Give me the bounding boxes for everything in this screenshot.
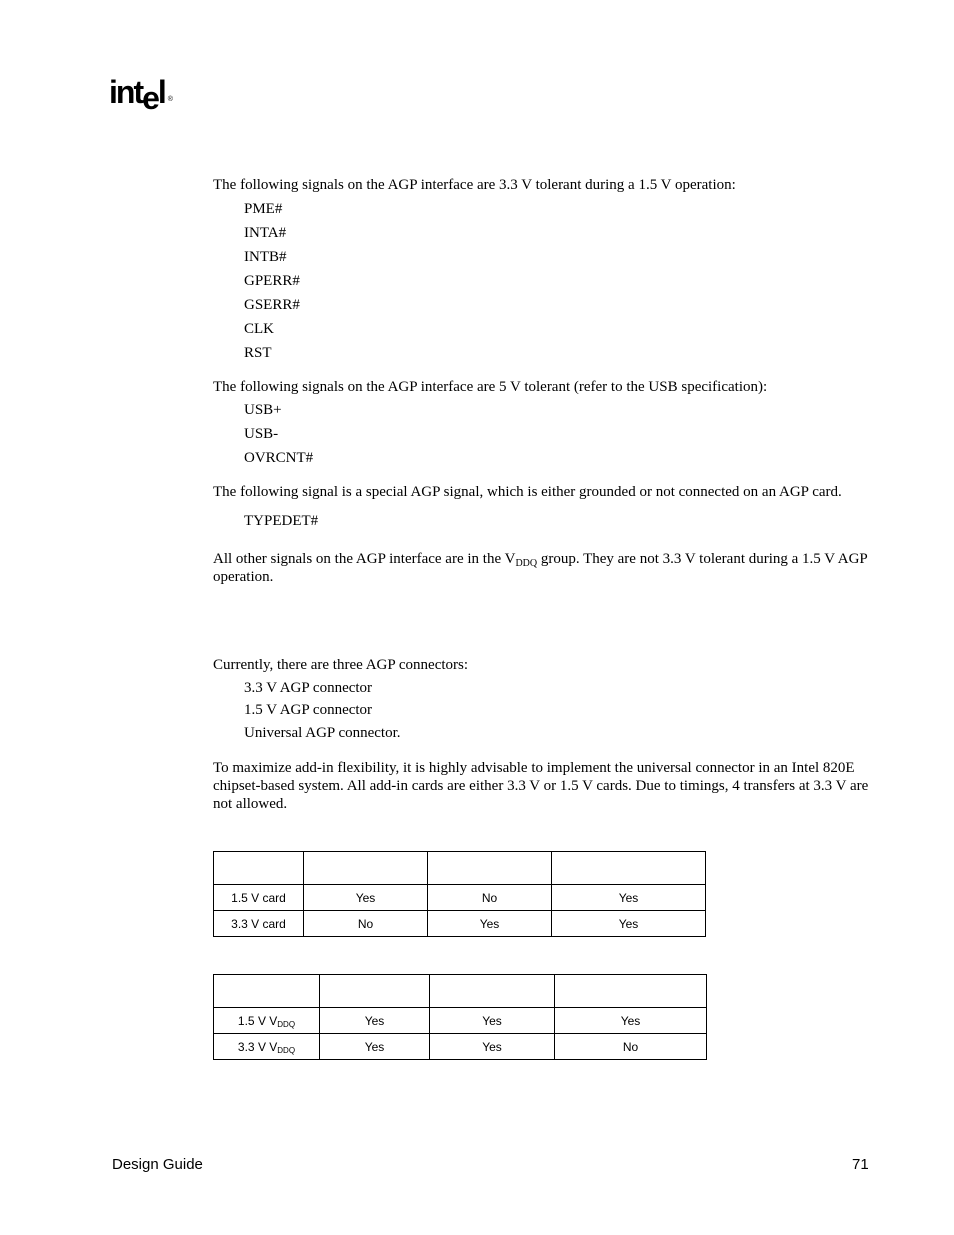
para-connectors: Currently, there are three AGP connectors: — [213, 657, 469, 673]
para-flexibility: To maximize add-in flexibility, it is highly advisable to implement the universal connector in an Intel 820E chipset-based system. All add-in cards are either 3.3 V or 1.5 V cards. Due to timings, 4 transfers at 3.3 V are not allowed. — [213, 760, 869, 812]
table-cell — [552, 852, 706, 885]
table-row — [214, 911, 706, 937]
table-row — [214, 1034, 707, 1060]
table-cell: Yes — [428, 911, 552, 937]
list-item: TYPEDET# — [244, 513, 319, 529]
table-cell: Yes — [320, 1008, 430, 1034]
list-item: RST — [244, 345, 272, 361]
table-cell: No — [428, 885, 552, 911]
list-item: INTA# — [244, 225, 287, 241]
table-cell: 3.3 V card — [214, 911, 304, 937]
list-item: Universal AGP connector. — [244, 725, 401, 741]
table-cell: No — [555, 1034, 707, 1060]
table-row — [214, 885, 706, 911]
list-item: OVRCNT# — [244, 450, 314, 466]
table-cell — [430, 975, 555, 1008]
list-item: USB+ — [244, 402, 282, 418]
table-cell: Yes — [555, 1008, 707, 1034]
table-cell — [214, 852, 304, 885]
list-item: GSERR# — [244, 297, 300, 313]
list-item: PME# — [244, 201, 283, 217]
table-cell: Yes — [552, 885, 706, 911]
para-5v-tolerant: The following signals on the AGP interface are 5 V tolerant (refer to the USB specification): — [213, 379, 768, 395]
list-item: CLK — [244, 321, 274, 337]
list-item: USB- — [244, 426, 279, 442]
table-cell: 3.3 V VDDQ — [214, 1034, 320, 1060]
list-item: 1.5 V AGP connector — [244, 702, 373, 718]
table-cell: 1.5 V card — [214, 885, 304, 911]
list-item: GPERR# — [244, 273, 300, 289]
vddq-compatibility-table — [213, 974, 707, 1060]
table-header-row — [214, 852, 706, 885]
table-cell — [214, 975, 320, 1008]
para-special-signal: The following signal is a special AGP signal, which is either grounded or not connected on an AGP card. — [213, 484, 842, 500]
table-cell: Yes — [430, 1034, 555, 1060]
table-cell — [555, 975, 707, 1008]
list-item: INTB# — [244, 249, 287, 265]
table-cell: Yes — [320, 1034, 430, 1060]
card-compatibility-table — [213, 851, 706, 937]
table-cell: 1.5 V VDDQ — [214, 1008, 320, 1034]
table-row — [214, 1008, 707, 1034]
table-cell — [320, 975, 430, 1008]
table-cell: Yes — [304, 885, 428, 911]
table-cell: Yes — [552, 911, 706, 937]
table-cell: No — [304, 911, 428, 937]
table-cell — [304, 852, 428, 885]
page-number: 71 — [852, 1156, 869, 1173]
table-cell — [428, 852, 552, 885]
list-item: 3.3 V AGP connector — [244, 680, 373, 696]
footer-title: Design Guide — [112, 1156, 203, 1173]
para-vddq-group: All other signals on the AGP interface are in the $V_{DDQ}$ group. They are not 3.3 V tolerant during a 1.5 V AGP operation. — [213, 551, 868, 585]
intel-logo: intel ® — [109, 74, 173, 116]
table-cell: Yes — [430, 1008, 555, 1034]
para-3v-tolerant: The following signals on the AGP interface are 3.3 V tolerant during a 1.5 V operation: — [213, 177, 736, 193]
table-header-row — [214, 975, 707, 1008]
